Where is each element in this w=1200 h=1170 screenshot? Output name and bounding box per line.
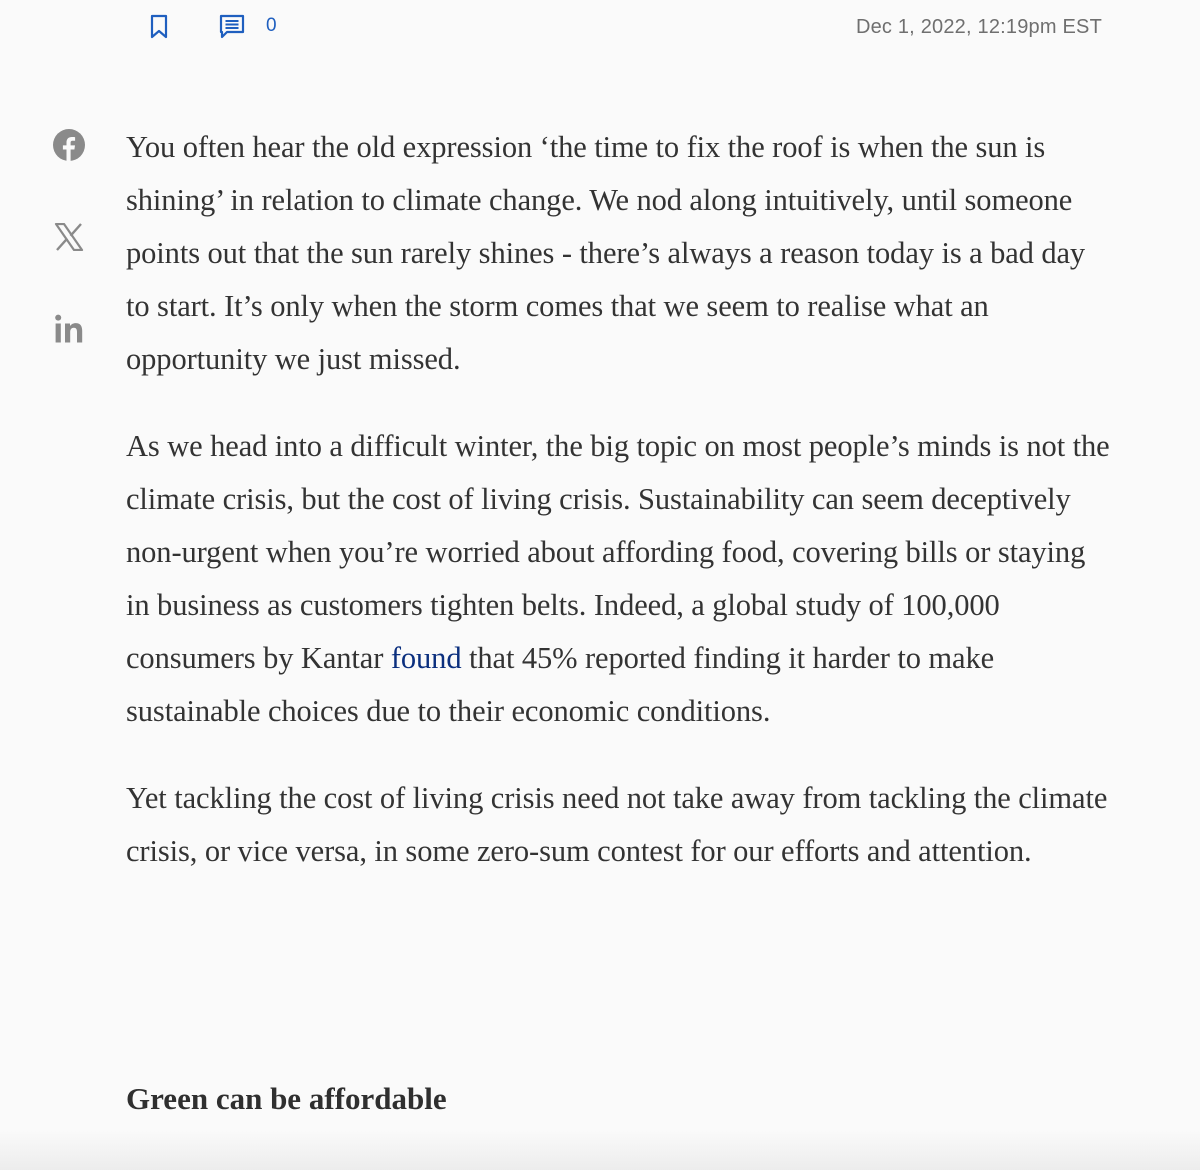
share-x-button[interactable] <box>48 216 90 258</box>
article-toolbar <box>0 0 1200 56</box>
bookmark-icon <box>149 14 169 40</box>
comment-icon <box>218 13 246 39</box>
facebook-icon <box>52 128 86 162</box>
article-paragraph <box>126 420 1116 738</box>
comment-count: 0 <box>266 15 277 36</box>
share-linkedin-button[interactable] <box>48 308 90 350</box>
kantar-study-link[interactable]: found <box>390 641 462 675</box>
paragraph-text: that 45% reported finding it harder to make sustainable choices due to their economic conditions. <box>126 641 995 728</box>
x-icon <box>54 223 84 251</box>
share-facebook-button[interactable] <box>48 124 90 166</box>
paragraph-text: As we head into a difficult winter, the big topic on most people’s minds is not the climate crisis, but the cost of living crisis. Sustainability can seem deceptively non-urgent when you’re worried about affording food, covering bills or staying in business as customers tighten belts. Indeed, a global study of 100,000 consumers by Kantar <box>126 429 1110 675</box>
article-paragraph: You often hear the old expression ‘the time to fix the roof is when the sun is shining’ in relation to climate change. We nod along intuitively, until someone points out that the sun rarely shines - there’s always a reason today is a bad day to start. It’s only when the storm comes that we seem to realise what an opportunity we just missed. <box>126 130 1086 376</box>
article-body <box>126 121 1116 1116</box>
bookmark-button[interactable] <box>146 13 172 41</box>
bottom-fade <box>0 1130 1200 1170</box>
linkedin-icon <box>53 313 85 345</box>
publish-timestamp: Dec 1, 2022, 12:19pm EST <box>855 16 1102 38</box>
article-paragraph: Yet tackling the cost of living crisis need not take away from tackling the climate crisis, or vice versa, in some zero-sum contest for our efforts and attention. <box>126 781 1108 868</box>
section-heading: Green can be affordable <box>126 1081 447 1116</box>
comments-button[interactable] <box>218 12 277 40</box>
